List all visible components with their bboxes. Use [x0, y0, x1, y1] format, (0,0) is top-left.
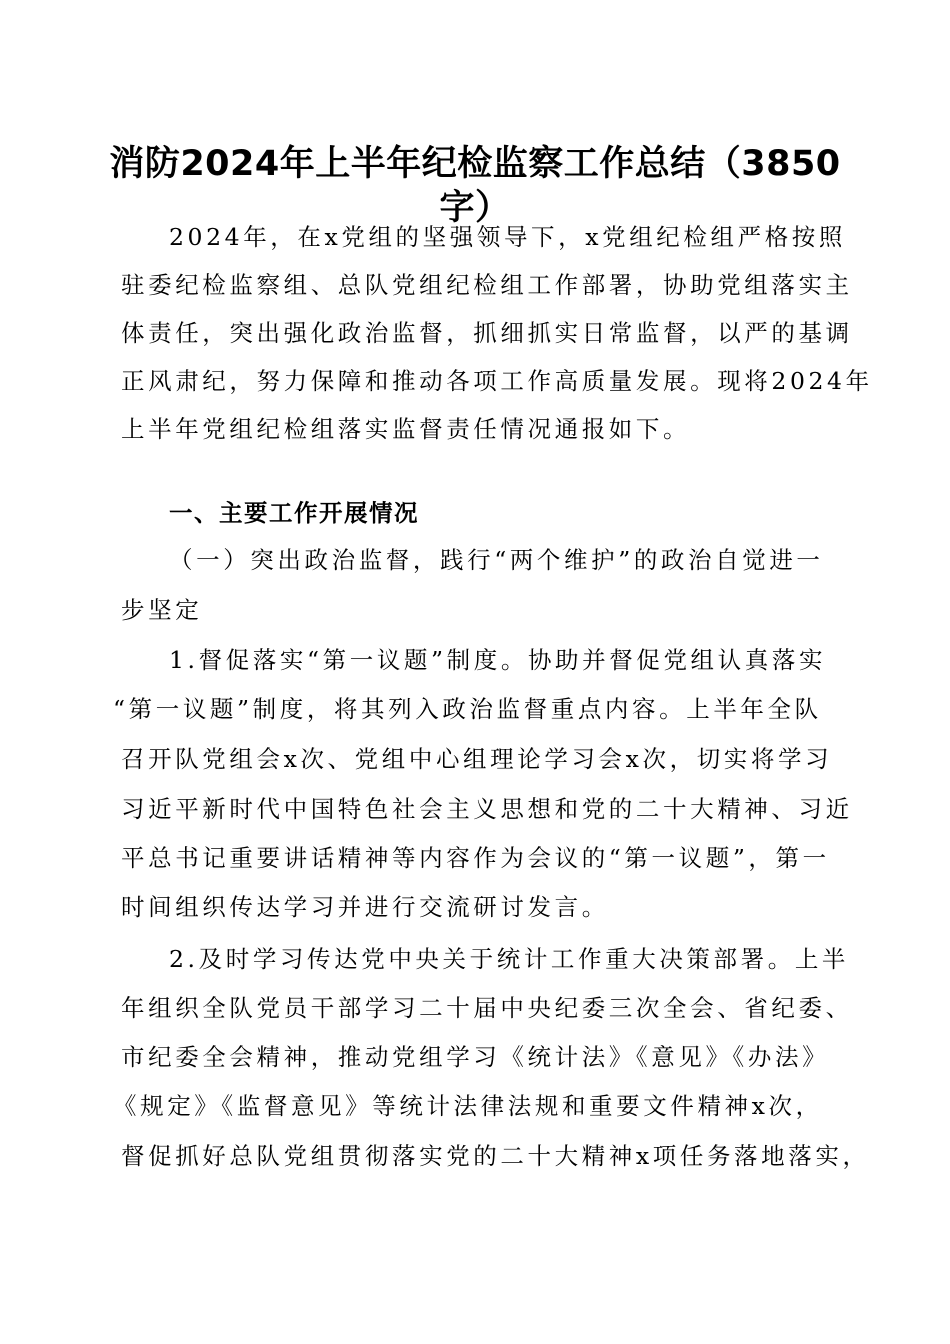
- paragraph-line: “第一议题”制度，将其列入政治监督重点内容。上半年全队: [113, 695, 822, 723]
- paragraph-line: 召开队党组会x次、党组中心组理论学习会x次，切实将学习: [121, 745, 833, 773]
- paragraph-line: 体责任，突出强化政治监督，抓细抓实日常监督，以严的基调: [121, 319, 853, 347]
- paragraph-line: 平总书记重要讲话精神等内容作为会议的“第一议题”，第一: [121, 844, 830, 872]
- section-heading: 一、主要工作开展情况: [169, 499, 419, 527]
- paragraph-line: 年组织全队党员干部学习二十届中央纪委三次全会、省纪委、: [121, 994, 853, 1022]
- document-title-continued: 字）: [439, 188, 511, 228]
- paragraph-line: 督促抓好总队党组贯彻落实党的二十大精神x项任务落地落实，: [121, 1142, 870, 1170]
- paragraph-line: 《规定》《监督意见》等统计法律法规和重要文件精神x次，: [113, 1092, 823, 1120]
- subsection-heading: （一）突出政治监督，践行“两个维护”的政治自觉进一: [169, 546, 824, 574]
- paragraph-line: 习近平新时代中国特色社会主义思想和党的二十大精神、习近: [121, 795, 853, 823]
- paragraph-line: 时间组织传达学习并进行交流研讨发言。: [121, 893, 609, 921]
- document-title: 消防2024年上半年纪检监察工作总结（3850: [109, 144, 841, 184]
- subsection-heading-continued: 步坚定: [121, 596, 203, 624]
- paragraph-line: 正风肃纪，努力保障和推动各项工作高质量发展。现将2024年: [121, 367, 873, 395]
- paragraph-line: 上半年党组纪检组落实监督责任情况通报如下。: [121, 415, 691, 443]
- paragraph-line: 市纪委全会精神，推动党组学习《统计法》《意见》《办法》: [121, 1043, 830, 1071]
- paragraph-line: 1.督促落实“第一议题”制度。协助并督促党组认真落实: [169, 646, 827, 674]
- paragraph-line: 驻委纪检监察组、总队党组纪检组工作部署，协助党组落实主: [121, 271, 853, 299]
- paragraph-line: 2.及时学习传达党中央关于统计工作重大决策部署。上半: [169, 945, 850, 973]
- paragraph-line: 2024年，在x党组的坚强领导下，x党组纪检组严格按照: [169, 223, 847, 251]
